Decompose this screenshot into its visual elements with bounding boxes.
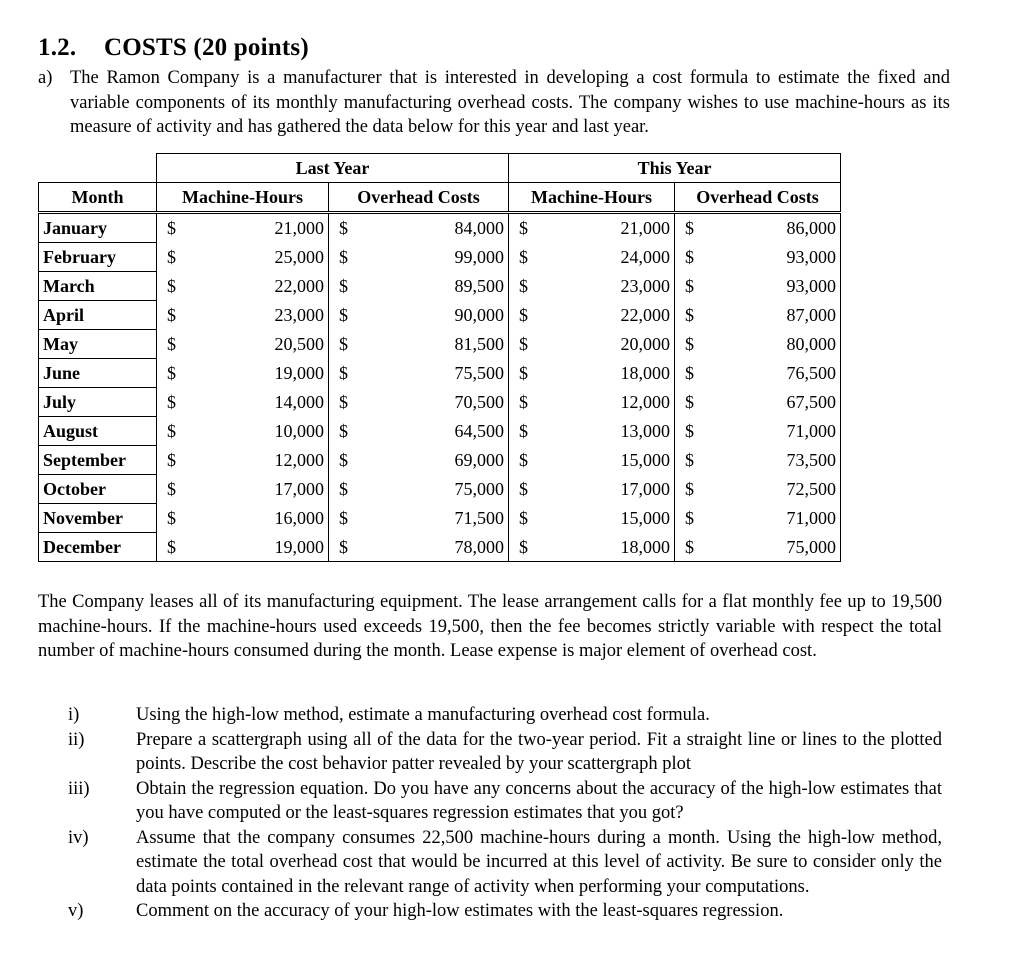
table-row <box>39 330 841 359</box>
currency-sign: $ <box>339 247 348 267</box>
currency-sign: $ <box>157 272 207 301</box>
question-label: iv) <box>68 827 89 848</box>
month-cell: February <box>39 243 157 272</box>
currency-sign: $ <box>157 243 207 272</box>
table-row <box>39 243 841 272</box>
question-text: Prepare a scattergraph using all of the data for the two-year period. Fit a straight line or lines to the plotted points. Describe the cost behavior patter revealed by your scattergraph plot <box>136 729 942 774</box>
currency-sign: $ <box>339 276 348 296</box>
question-item <box>38 826 942 900</box>
section-title: COSTS (20 points) <box>104 34 309 61</box>
currency-sign: $ <box>157 213 207 243</box>
month-cell: May <box>39 330 157 359</box>
question-item <box>38 728 942 777</box>
table-row <box>39 475 841 504</box>
currency-sign: $ <box>157 504 207 533</box>
ly-overhead-costs-cell: 81,500 <box>365 330 509 359</box>
ty-machine-hours-cell: 15,000 <box>545 446 675 475</box>
currency-sign: $ <box>519 276 529 296</box>
currency-sign: $ <box>519 508 529 528</box>
currency-sign: $ <box>675 533 713 562</box>
currency-sign: $ <box>685 276 695 296</box>
currency-sign: $ <box>157 533 207 562</box>
ty-machine-hours-cell: 22,000 <box>545 301 675 330</box>
col-header-ly-machine-hours: Machine-Hours <box>157 183 329 213</box>
month-cell: August <box>39 417 157 446</box>
question-label: v) <box>68 901 84 921</box>
section-number: 1.2. <box>38 34 77 61</box>
currency-sign: $ <box>685 479 695 499</box>
currency-sign: $ <box>329 213 365 243</box>
table-row <box>39 388 841 417</box>
currency-sign: $ <box>339 508 348 528</box>
ly-overhead-costs-cell: 78,000 <box>365 533 509 562</box>
ly-machine-hours-cell: 20,500 <box>207 330 329 359</box>
month-cell: October <box>39 475 157 504</box>
question-label: i) <box>68 705 80 725</box>
ty-overhead-costs-cell: 75,000 <box>713 533 841 562</box>
currency-sign: $ <box>685 247 695 267</box>
ty-machine-hours-cell: 18,000 <box>545 533 675 562</box>
table-body <box>39 213 841 562</box>
ty-overhead-costs-cell: 71,000 <box>713 504 841 533</box>
ly-overhead-costs-cell: 69,000 <box>365 446 509 475</box>
currency-sign: $ <box>519 479 529 499</box>
table-row <box>39 446 841 475</box>
column-header-row <box>39 183 841 213</box>
ty-overhead-costs-cell: 86,000 <box>713 213 841 243</box>
currency-sign: $ <box>339 334 348 354</box>
currency-sign: $ <box>339 450 348 470</box>
table-row <box>39 272 841 301</box>
table-row <box>39 301 841 330</box>
ly-machine-hours-cell: 19,000 <box>207 359 329 388</box>
month-cell: December <box>39 533 157 562</box>
currency-sign: $ <box>519 247 529 267</box>
ly-overhead-costs-cell: 90,000 <box>365 301 509 330</box>
question-list <box>38 703 942 924</box>
currency-sign: $ <box>685 450 695 470</box>
part-a-text: The Ramon Company is a manufacturer that is interested in developing a cost formula to estimate the fixed and variable components of its monthly manufacturing overhead costs. The company wishes to use machine-hours as its measure of activity and has gathered the data below for this year and last year. <box>70 68 950 137</box>
col-header-ty-overhead-costs: Overhead Costs <box>675 183 841 213</box>
ty-overhead-costs-cell: 72,500 <box>713 475 841 504</box>
ty-overhead-costs-cell: 93,000 <box>713 243 841 272</box>
currency-sign: $ <box>157 330 207 359</box>
table-row <box>39 213 841 243</box>
currency-sign: $ <box>157 417 207 446</box>
month-cell: March <box>39 272 157 301</box>
currency-sign: $ <box>339 392 348 412</box>
currency-sign: $ <box>685 392 695 412</box>
ty-machine-hours-cell: 23,000 <box>545 272 675 301</box>
ly-machine-hours-cell: 12,000 <box>207 446 329 475</box>
lease-paragraph: The Company leases all of its manufacturing equipment. The lease arrangement calls for a flat monthly fee up to 19,500 machine-hours. If the machine-hours used exceeds 19,500, then the fee becomes strictly variable with respect the total number of machine-hours consumed during the month. Lease expense is major element of overhead cost. <box>38 592 942 661</box>
ly-overhead-costs-cell: 89,500 <box>365 272 509 301</box>
currency-sign: $ <box>157 301 207 330</box>
ty-machine-hours-cell: 21,000 <box>545 213 675 243</box>
group-header-this-year: This Year <box>509 154 841 183</box>
col-header-ty-machine-hours: Machine-Hours <box>509 183 675 213</box>
currency-sign: $ <box>509 213 545 243</box>
ty-machine-hours-cell: 13,000 <box>545 417 675 446</box>
ty-overhead-costs-cell: 67,500 <box>713 388 841 417</box>
question-item <box>38 777 942 826</box>
ly-machine-hours-cell: 19,000 <box>207 533 329 562</box>
currency-sign: $ <box>157 388 207 417</box>
ly-machine-hours-cell: 16,000 <box>207 504 329 533</box>
currency-sign: $ <box>339 479 348 499</box>
ly-overhead-costs-cell: 99,000 <box>365 243 509 272</box>
group-header-row <box>39 154 841 183</box>
ty-machine-hours-cell: 12,000 <box>545 388 675 417</box>
ty-machine-hours-cell: 24,000 <box>545 243 675 272</box>
month-cell: January <box>39 213 157 243</box>
question-text: Assume that the company consumes 22,500 machine-hours during a month. Using the high-low method, estimate the total overhead cost that would be incurred at this level of activity. Be sure to consider only the data points contained in the relevant range of activity when performing your computations. <box>136 827 942 897</box>
question-text: Comment on the accuracy of your high-low estimates with the least-squares regression. <box>136 901 784 921</box>
currency-sign: $ <box>685 305 695 325</box>
ty-overhead-costs-cell: 71,000 <box>713 417 841 446</box>
currency-sign: $ <box>339 363 348 383</box>
currency-sign: $ <box>157 359 207 388</box>
ly-overhead-costs-cell: 71,500 <box>365 504 509 533</box>
ty-overhead-costs-cell: 76,500 <box>713 359 841 388</box>
currency-sign: $ <box>519 305 529 325</box>
currency-sign: $ <box>519 334 529 354</box>
ty-overhead-costs-cell: 73,500 <box>713 446 841 475</box>
question-text: Obtain the regression equation. Do you have any concerns about the accuracy of the high-low estimates that you have computed or the least-squares regression estimates that you got? <box>136 778 942 823</box>
ly-overhead-costs-cell: 75,500 <box>365 359 509 388</box>
currency-sign: $ <box>519 421 529 441</box>
currency-sign: $ <box>339 421 348 441</box>
month-cell: June <box>39 359 157 388</box>
ty-overhead-costs-cell: 93,000 <box>713 272 841 301</box>
ly-machine-hours-cell: 17,000 <box>207 475 329 504</box>
currency-sign: $ <box>339 305 348 325</box>
ly-overhead-costs-cell: 64,500 <box>365 417 509 446</box>
month-cell: April <box>39 301 157 330</box>
currency-sign: $ <box>519 392 529 412</box>
table-row <box>39 359 841 388</box>
currency-sign: $ <box>675 213 713 243</box>
currency-sign: $ <box>685 508 695 528</box>
section-heading <box>38 34 309 62</box>
month-cell: November <box>39 504 157 533</box>
month-cell: September <box>39 446 157 475</box>
part-a-label: a) <box>38 68 53 88</box>
ty-machine-hours-cell: 18,000 <box>545 359 675 388</box>
question-item <box>38 899 942 924</box>
question-label: ii) <box>68 729 85 750</box>
month-cell: July <box>39 388 157 417</box>
ly-overhead-costs-cell: 75,000 <box>365 475 509 504</box>
question-label: iii) <box>68 778 90 799</box>
question-item <box>38 703 942 728</box>
currency-sign: $ <box>519 363 529 383</box>
currency-sign: $ <box>519 450 529 470</box>
machine-hours-overhead-table <box>38 153 841 562</box>
table-row <box>39 417 841 446</box>
ly-overhead-costs-cell: 84,000 <box>365 213 509 243</box>
currency-sign: $ <box>329 533 365 562</box>
currency-sign: $ <box>685 421 695 441</box>
table-row <box>39 504 841 533</box>
table-row <box>39 533 841 562</box>
ly-machine-hours-cell: 10,000 <box>207 417 329 446</box>
ty-overhead-costs-cell: 80,000 <box>713 330 841 359</box>
ly-machine-hours-cell: 23,000 <box>207 301 329 330</box>
ly-machine-hours-cell: 25,000 <box>207 243 329 272</box>
ty-machine-hours-cell: 15,000 <box>545 504 675 533</box>
ty-overhead-costs-cell: 87,000 <box>713 301 841 330</box>
group-header-last-year: Last Year <box>157 154 509 183</box>
col-header-month: Month <box>39 183 157 213</box>
ly-overhead-costs-cell: 70,500 <box>365 388 509 417</box>
ly-machine-hours-cell: 14,000 <box>207 388 329 417</box>
currency-sign: $ <box>685 334 695 354</box>
currency-sign: $ <box>509 533 545 562</box>
col-header-ly-overhead-costs: Overhead Costs <box>329 183 509 213</box>
question-text: Using the high-low method, estimate a manufacturing overhead cost formula. <box>136 705 710 725</box>
currency-sign: $ <box>157 446 207 475</box>
ty-machine-hours-cell: 20,000 <box>545 330 675 359</box>
currency-sign: $ <box>685 363 695 383</box>
ly-machine-hours-cell: 22,000 <box>207 272 329 301</box>
ly-machine-hours-cell: 21,000 <box>207 213 329 243</box>
currency-sign: $ <box>157 475 207 504</box>
ty-machine-hours-cell: 17,000 <box>545 475 675 504</box>
